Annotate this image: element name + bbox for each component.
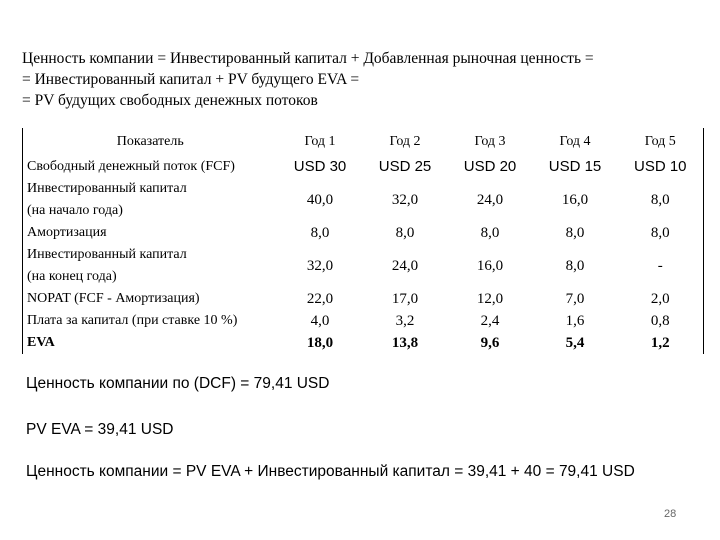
- table-row: [23, 156, 704, 178]
- row-label-line-1: Инвестированный капитал: [27, 247, 187, 262]
- row-label: Свободный денежный поток (FCF): [27, 159, 235, 174]
- table-cell: 24,0: [476, 192, 504, 208]
- table-cell: 22,0: [306, 291, 334, 307]
- table-cell: 1,6: [565, 313, 585, 329]
- eva-table: [22, 128, 704, 354]
- table-cell: USD 10: [633, 158, 687, 175]
- table-cell: 12,0: [476, 291, 504, 307]
- table-header-row: [23, 128, 704, 156]
- dcf-value-text: Ценность компании по (DCF) = 79,41 USD: [26, 375, 330, 392]
- table-cell: 16,0: [476, 258, 504, 274]
- formula-line-2: = Инвестированный капитал + PV будущего EVA =: [22, 71, 360, 88]
- row-label-line-2: (на конец года): [27, 269, 117, 284]
- table-row: [23, 244, 704, 288]
- table-cell: 8,0: [650, 225, 670, 241]
- table-cell: 32,0: [391, 192, 419, 208]
- formula-line-1: Ценность компании = Инвестированный капитал + Добавленная рыночная ценность =: [22, 50, 594, 67]
- table-cell: 40,0: [306, 192, 334, 208]
- row-label-line-1: Инвестированный капитал: [27, 181, 187, 196]
- table-cell: -: [657, 258, 663, 274]
- row-label: Плата за капитал (при ставке 10 %): [27, 313, 238, 328]
- formula-header: [22, 48, 702, 111]
- row-label: NOPAT (FCF - Амортизация): [27, 291, 200, 306]
- table-cell: 4,0: [310, 313, 330, 329]
- row-label: EVA: [27, 335, 55, 350]
- table-cell: 24,0: [391, 258, 419, 274]
- table-cell: 32,0: [306, 258, 334, 274]
- table-row: [23, 288, 704, 310]
- column-header-indicator: Показатель: [116, 134, 184, 149]
- table-cell: 13,8: [391, 335, 419, 351]
- page-number: 28: [664, 508, 677, 520]
- row-label: [23, 244, 278, 288]
- table-row: [23, 222, 704, 244]
- table-cell: 8,0: [650, 192, 670, 208]
- table-cell: 8,0: [480, 225, 500, 241]
- table-cell: 8,0: [310, 225, 330, 241]
- pv-eva-text: PV EVA = 39,41 USD: [26, 421, 174, 438]
- table-cell: 1,2: [650, 335, 670, 351]
- row-label: Амортизация: [27, 225, 107, 240]
- table-cell: USD 30: [293, 158, 347, 175]
- table-cell: 16,0: [561, 192, 589, 208]
- table-cell: 5,4: [565, 335, 585, 351]
- table-cell: 8,0: [565, 225, 585, 241]
- table-cell: 7,0: [565, 291, 585, 307]
- table-cell: 0,8: [650, 313, 670, 329]
- table-cell: USD 20: [463, 158, 517, 175]
- formula-line-3: = PV будущих свободных денежных потоков: [22, 92, 318, 109]
- row-label-line-2: (на начало года): [27, 203, 123, 218]
- table-cell: 8,0: [395, 225, 415, 241]
- column-header-year-5: Год 5: [644, 134, 676, 149]
- column-header-year-2: Год 2: [389, 134, 421, 149]
- table-cell: USD 15: [548, 158, 602, 175]
- table-cell: 3,2: [395, 313, 415, 329]
- table-cell: 8,0: [565, 258, 585, 274]
- table-cell: 18,0: [306, 335, 334, 351]
- summary-formula-text: Ценность компании = PV EVA + Инвестированный капитал = 39,41 + 40 = 79,41 USD: [26, 463, 635, 480]
- table-row: [23, 310, 704, 332]
- column-header-year-1: Год 1: [304, 134, 336, 149]
- table-cell: 2,0: [650, 291, 670, 307]
- table-cell: 17,0: [391, 291, 419, 307]
- table-cell: USD 25: [378, 158, 432, 175]
- table-cell: 9,6: [480, 335, 500, 351]
- table-cell: 2,4: [480, 313, 500, 329]
- column-header-year-4: Год 4: [559, 134, 591, 149]
- table-row: [23, 332, 704, 354]
- column-header-year-3: Год 3: [474, 134, 506, 149]
- table-row: [23, 178, 704, 222]
- row-label: [23, 178, 278, 222]
